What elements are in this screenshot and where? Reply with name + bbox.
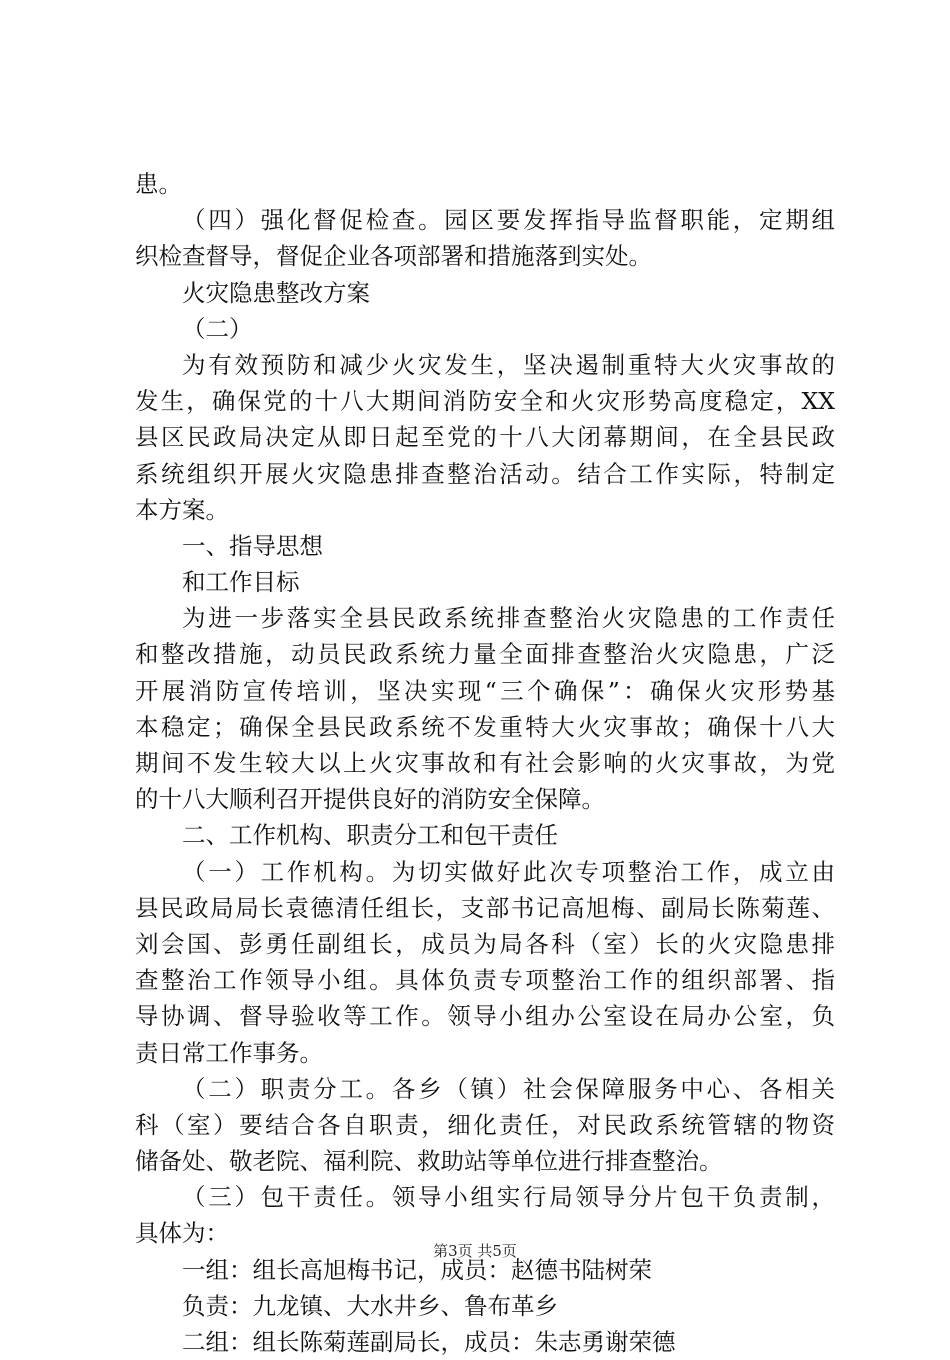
text-line: 患。 — [135, 170, 182, 198]
text-line: 刘会国、彭勇任副组长，成员为局各科（室）长的火灾隐患排 — [135, 929, 835, 958]
page-footer: 第3页 共5页 — [433, 1242, 517, 1260]
text-line: 和工作目标 — [182, 568, 300, 597]
text-line: 为有效预防和减少火灾发生，坚决遏制重特大火灾事故的 — [182, 350, 835, 379]
text-line: 为进一步落实全县民政系统排查整治火灾隐患的工作责任 — [182, 604, 835, 633]
text-line: （二） — [182, 314, 253, 343]
text-line: （二）职责分工。各乡（镇）社会保障服务中心、各相关 — [182, 1074, 835, 1103]
text-line: 导协调、督导验收等工作。领导小组办公室设在局办公室，负 — [135, 1002, 835, 1031]
text-line: 的十八大顺利召开提供良好的消防安全保障。 — [135, 785, 605, 814]
text-line: （一）工作机构。为切实做好此次专项整治工作，成立由 — [182, 857, 835, 886]
text-line: 县民政局局长袁德清任组长，支部书记高旭梅、副局长陈菊莲、 — [135, 893, 835, 922]
text-line: 织检查督导，督促企业各项部署和措施落到实处。 — [135, 242, 652, 271]
text-line: 二、工作机构、职责分工和包干责任 — [182, 821, 558, 850]
text-line: 系统组织开展火灾隐患排查整治活动。结合工作实际，特制定 — [135, 459, 835, 488]
text-line: 期间不发生较大以上火灾事故和有社会影响的火灾事故，为党 — [135, 749, 835, 777]
text-line: 具体为： — [135, 1219, 229, 1248]
text-line: （三）包干责任。领导小组实行局领导分片包干负责制， — [182, 1183, 835, 1212]
text-line: 负责：九龙镇、大水井乡、鲁布革乡 — [182, 1291, 558, 1320]
text-line: 二组：组长陈菊莲副局长，成员：朱志勇谢荣德 — [182, 1328, 676, 1356]
text-line: 一组：组长高旭梅书记，成员：赵德书陆树荣 — [182, 1255, 652, 1284]
text-line: 查整治工作领导小组。具体负责专项整治工作的组织部署、指 — [135, 966, 835, 995]
text-line: 责日常工作事务。 — [135, 1038, 323, 1067]
text-line: 和整改措施，动员民政系统力量全面排查整治火灾隐患，广泛 — [135, 640, 835, 669]
text-line: 一、指导思想 — [182, 531, 323, 560]
text-line: 本方案。 — [135, 495, 229, 524]
document-body — [135, 166, 835, 1360]
text-line: 储备处、敬老院、福利院、救助站等单位进行排查整治。 — [135, 1147, 723, 1176]
text-line: 本稳定；确保全县民政系统不发重特大火灾事故；确保十八大 — [135, 712, 835, 741]
text-line: 科（室）要结合各自职责，细化责任，对民政系统管辖的物资 — [135, 1110, 835, 1139]
text-line: 发生，确保党的十八大期间消防安全和火灾形势高度稳定，XX — [135, 387, 835, 416]
text-line: 火灾隐患整改方案 — [182, 278, 370, 307]
text-line: 开展消防宣传培训，坚决实现“三个确保”：确保火灾形势基 — [135, 676, 835, 705]
text-line: （四）强化督促检查。园区要发挥指导监督职能，定期组 — [182, 206, 835, 235]
text-line: 县区民政局决定从即日起至党的十八大闭幕期间，在全县民政 — [135, 423, 835, 452]
